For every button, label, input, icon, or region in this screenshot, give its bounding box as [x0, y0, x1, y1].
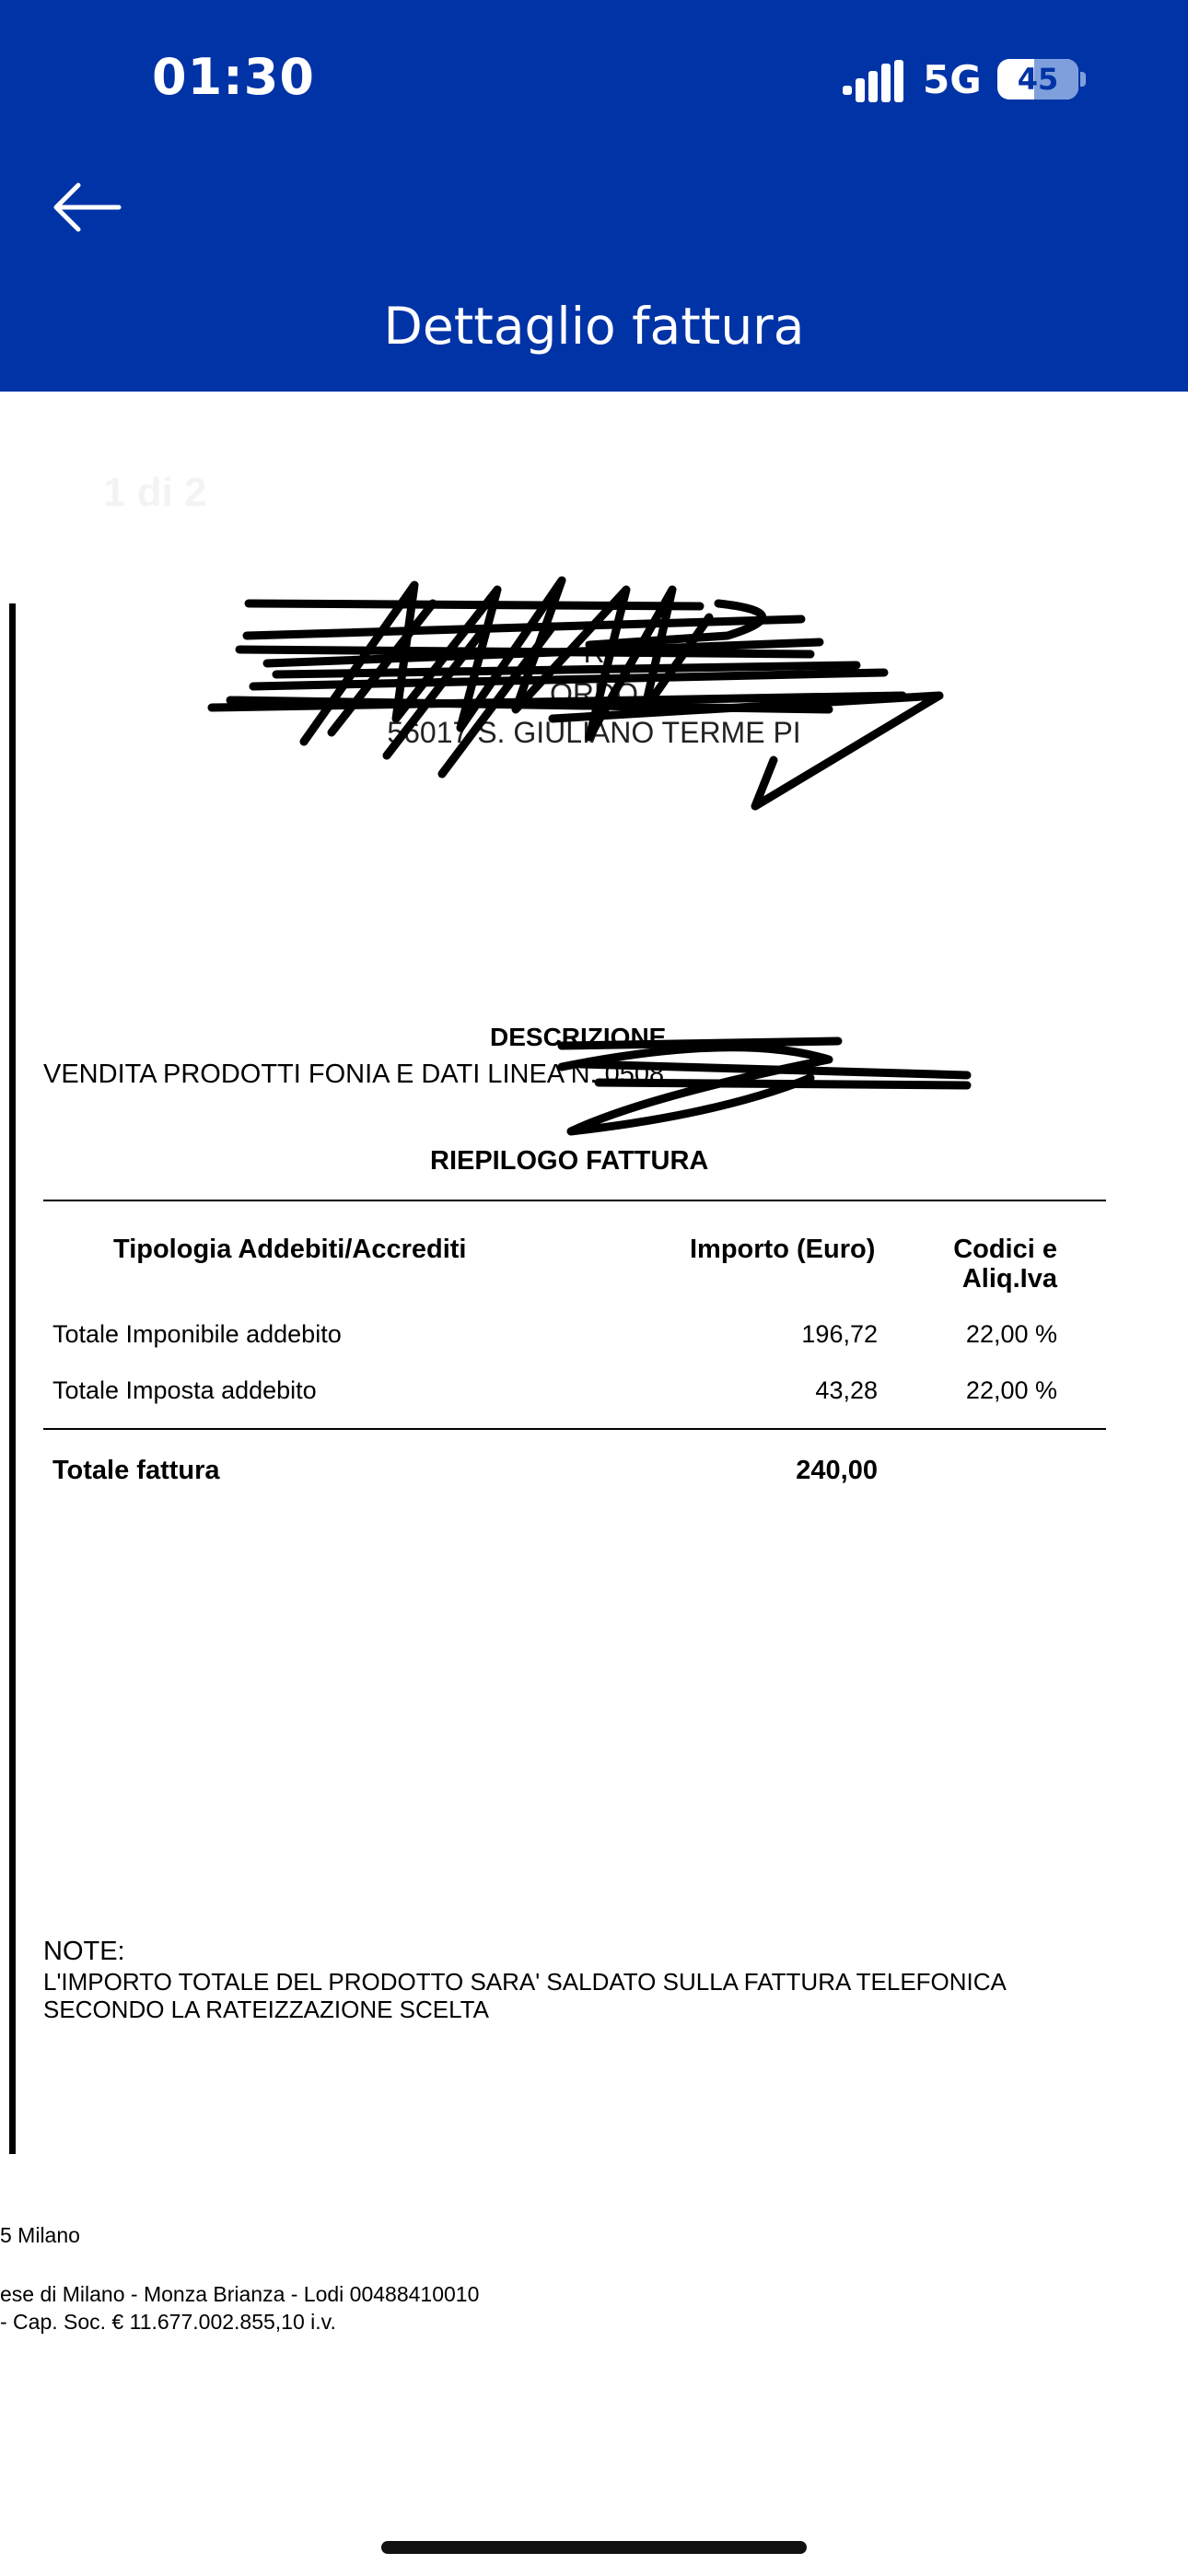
- notes-line-2: SECONDO LA RATEIZZAZIONE SCELTA: [43, 1996, 489, 2023]
- column-header-type: Tipologia Addebiti/Accrediti: [113, 1235, 467, 1264]
- home-indicator[interactable]: [381, 2541, 807, 2554]
- document-border: [9, 603, 16, 2154]
- notes-title: NOTE:: [43, 1937, 125, 1966]
- battery-icon: [997, 59, 1078, 100]
- row-amount: 43,28: [815, 1376, 878, 1404]
- notes-line-1: L'IMPORTO TOTALE DEL PRODOTTO SARA' SALDATO SULLA FATTURA TELEFONICA: [43, 1968, 1007, 1996]
- back-arrow-icon[interactable]: [51, 180, 124, 235]
- network-type: 5G: [923, 57, 982, 102]
- row-code: 22,00 %: [965, 1376, 1057, 1404]
- column-header-code-1: Codici e: [953, 1235, 1057, 1264]
- column-header-code-2: Aliq.Iva: [961, 1264, 1057, 1294]
- summary-title: RIEPILOGO FATTURA: [430, 1146, 709, 1176]
- status-time: 01:30: [152, 48, 315, 106]
- row-label: Totale Imponibile addebito: [52, 1320, 342, 1348]
- address-line-3: 56017 S. GIULIANO TERME PI: [387, 716, 801, 749]
- page-indicator: 1 di 2: [103, 470, 207, 515]
- address-line-2: ORDO: [550, 677, 638, 710]
- footer-line-2: ese di Milano - Monza Brianza - Lodi 00488410010: [0, 2282, 480, 2306]
- notes-text: [43, 1968, 1148, 2023]
- column-header-amount: Importo (Euro): [690, 1235, 876, 1264]
- page-title: Dettaglio fattura: [383, 297, 805, 356]
- row-code: 22,00 %: [965, 1320, 1057, 1348]
- app-header: [0, 0, 1188, 392]
- table-top-rule: [43, 1200, 1106, 1201]
- total-label: Totale fattura: [52, 1456, 220, 1485]
- row-label: Totale Imposta addebito: [52, 1376, 317, 1404]
- row-amount: 196,72: [801, 1320, 878, 1348]
- battery-level: 45: [1017, 62, 1059, 97]
- battery-tip: [1080, 72, 1086, 87]
- description-text: VENDITA PRODOTTI FONIA E DATI LINEA N. 0508: [43, 1060, 665, 1089]
- total-amount: 240,00: [796, 1456, 878, 1485]
- footer-line-3: - Cap. Soc. € 11.677.002.855,10 i.v.: [0, 2310, 336, 2334]
- table-bottom-rule: [43, 1428, 1106, 1430]
- cellular-signal-icon: [843, 60, 903, 102]
- footer-line-1: 5 Milano: [0, 2223, 80, 2247]
- address-line-1: R: [583, 636, 605, 669]
- description-title: DESCRIZIONE: [490, 1023, 667, 1051]
